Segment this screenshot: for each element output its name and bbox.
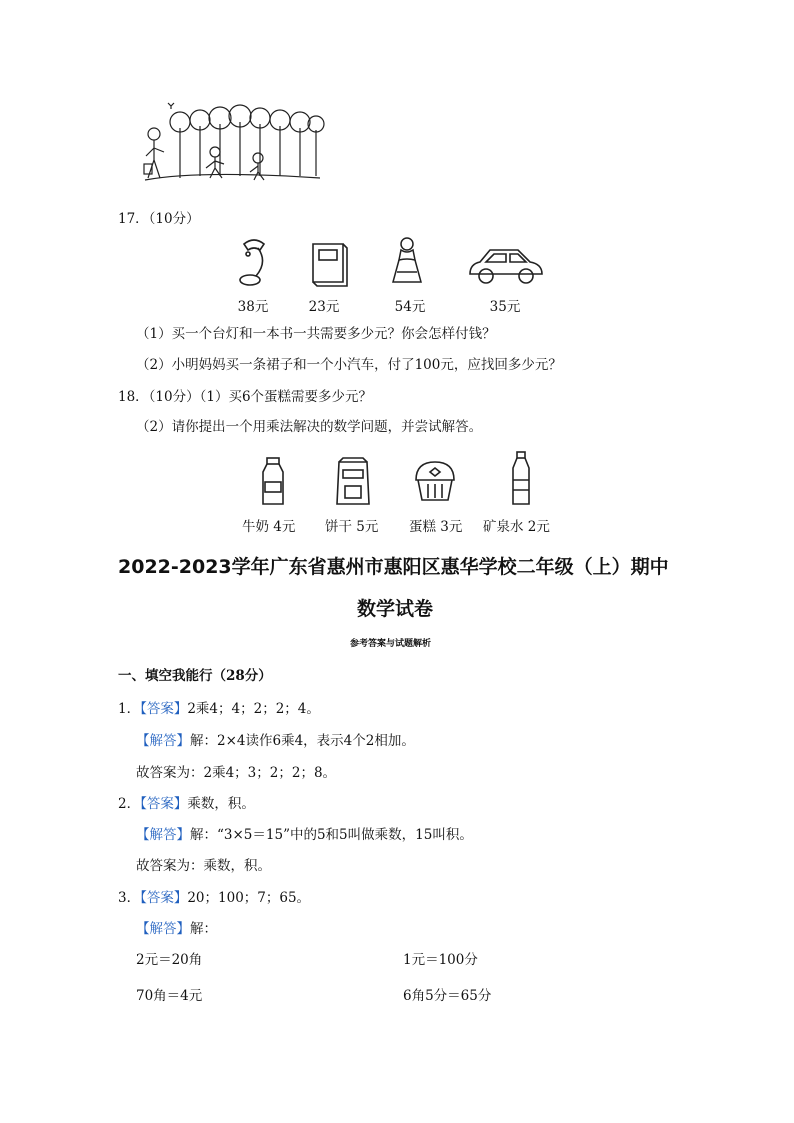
question-17-sub2: （2）小明妈妈买一条裙子和一个小汽车，付了100元，应找回多少元？ bbox=[136, 357, 562, 373]
conversion-4: 6角5分＝65分 bbox=[403, 988, 492, 1004]
answer-3-text: 20；100；7；65。 bbox=[187, 890, 311, 906]
final-2-line: 故答案为：乘数，积。 bbox=[136, 858, 271, 874]
biscuit-label: 饼干 5元 bbox=[325, 519, 379, 535]
solution-3-text: 解： bbox=[190, 921, 217, 937]
solution-3-line bbox=[136, 917, 217, 937]
answer-title-line1: 2022-2023学年广东省惠州市惠阳区惠华学校二年级（上）期中 bbox=[118, 556, 669, 578]
water-label: 矿泉水 2元 bbox=[483, 519, 550, 535]
biscuit-bag-icon bbox=[333, 456, 373, 506]
solution-tag: 【解答】 bbox=[136, 827, 190, 843]
question-17-number: 17．（10分） bbox=[118, 211, 200, 227]
milk-label: 牛奶 4元 bbox=[242, 519, 296, 535]
solution-2-text: 解：“3×5＝15”中的5和5叫做乘数，15叫积。 bbox=[190, 827, 473, 843]
answer-tag: 【答案】 bbox=[140, 701, 188, 717]
solution-2-line bbox=[136, 823, 473, 843]
question-18-sub2: （2）请你提出一个用乘法解决的数学问题，并尝试解答。 bbox=[136, 419, 483, 435]
doll-price: 54元 bbox=[394, 299, 426, 315]
question-18-number: 18．（10分）（1）买6个蛋糕需要多少元？ bbox=[118, 389, 373, 405]
water-bottle-icon bbox=[509, 450, 533, 506]
solution-1-text: 解：2×4读作6乘4，表示4个2相加。 bbox=[190, 733, 415, 749]
milk-bottle-icon bbox=[259, 456, 287, 506]
answer-1-line bbox=[118, 697, 320, 717]
answer-3-line bbox=[118, 886, 310, 906]
book-price: 23元 bbox=[308, 299, 340, 315]
cake-icon bbox=[412, 458, 458, 504]
desk-lamp-icon bbox=[236, 236, 276, 288]
solution-1-line bbox=[136, 729, 415, 749]
book-icon bbox=[307, 240, 351, 288]
conversion-3: 70角＝4元 bbox=[136, 988, 203, 1004]
solution-tag: 【解答】 bbox=[136, 733, 190, 749]
conversion-2: 1元＝100分 bbox=[403, 952, 478, 968]
answer-2-number: 2． bbox=[118, 796, 141, 812]
toy-car-icon bbox=[466, 244, 546, 288]
section-1-heading: 一、填空我能行（28分） bbox=[118, 668, 272, 684]
doll-icon bbox=[389, 236, 425, 288]
answer-3-number: 3． bbox=[118, 890, 141, 906]
answer-1-number: 1． bbox=[118, 701, 141, 717]
answer-title-line2: 数学试卷 bbox=[357, 598, 434, 620]
answer-2-text: 乘数，积。 bbox=[187, 796, 255, 812]
answer-tag: 【答案】 bbox=[140, 796, 188, 812]
answer-tag: 【答案】 bbox=[140, 890, 188, 906]
answer-subtitle: 参考答案与试题解析 bbox=[350, 639, 432, 649]
tree-planting-illustration bbox=[140, 98, 325, 188]
car-price: 35元 bbox=[489, 299, 521, 315]
conversion-1: 2元＝20角 bbox=[136, 952, 203, 968]
solution-tag: 【解答】 bbox=[136, 921, 190, 937]
question-17-sub1: （1）买一个台灯和一本书一共需要多少元？你会怎样付钱？ bbox=[136, 326, 496, 342]
lamp-price: 38元 bbox=[237, 299, 269, 315]
answer-1-text: 2乘4；4；2；2；4。 bbox=[187, 701, 320, 717]
cake-label: 蛋糕 3元 bbox=[409, 519, 463, 535]
answer-2-line bbox=[118, 792, 255, 812]
final-1-line: 故答案为：2乘4；3；2；2；8。 bbox=[136, 765, 337, 781]
